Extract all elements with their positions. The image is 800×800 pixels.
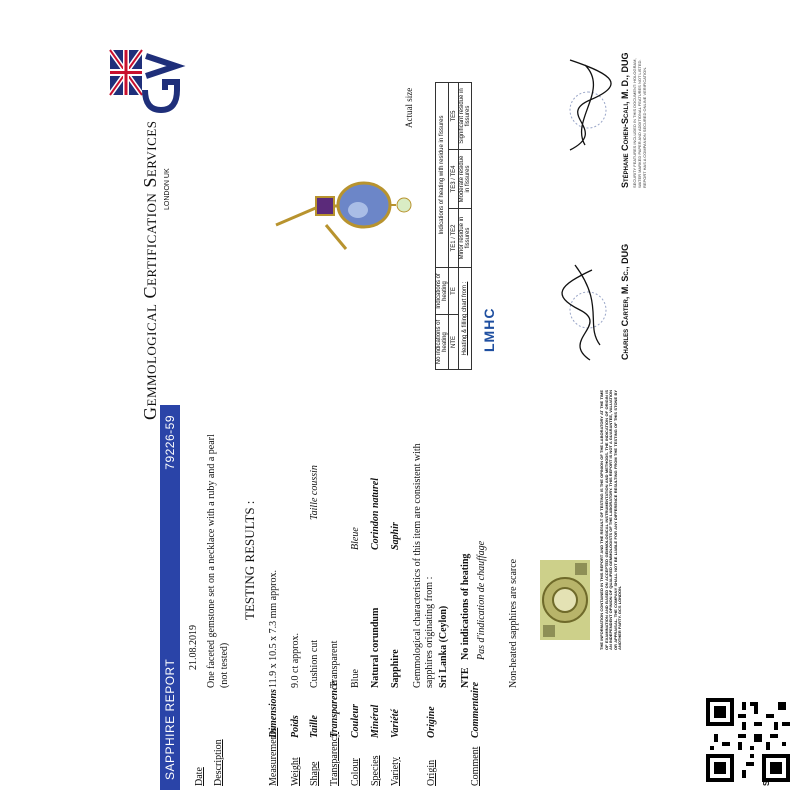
shape-fr: Taille — [309, 715, 320, 738]
colour-fr: Couleur — [350, 704, 361, 738]
origin-fr: Origine — [426, 706, 437, 738]
legend-header-nte: No indications of heating — [436, 315, 449, 370]
qr-code[interactable] — [706, 698, 790, 782]
shape-value: Cushion cut — [309, 639, 320, 688]
comment-fr: Commentaire — [470, 681, 481, 738]
colour-label: Colour — [350, 758, 361, 786]
legend-desc-minor: Minor residue in fissures — [459, 209, 472, 268]
signature-name-carter: Charles Carter, M. Sc., DUG — [620, 243, 630, 360]
signature-name-cohen-scali: Stéphane Cohen-Scali, M. D., DUG — [620, 52, 630, 188]
company-name: Gemmological Certification Services — [140, 120, 160, 420]
transparency-label: Transparency — [329, 731, 340, 786]
colour-value: Blue — [350, 669, 361, 688]
legend-desc-significant: Significant residue in fissures — [459, 83, 472, 150]
report-number: 79226-59 — [163, 415, 177, 470]
comment-note: Non-heated sapphires are scarce — [508, 558, 519, 688]
gcs-logo — [110, 50, 180, 120]
legend-header-residue: Indications of heating with residue in fissures — [436, 83, 449, 268]
origin-label: Origin — [426, 759, 437, 786]
date-value: 21.08.2019 — [188, 625, 199, 670]
description-value: One faceted gemstone set on a necklace with a ruby and a pearl (not tested) — [206, 434, 230, 688]
variety-value: Sapphire — [390, 649, 401, 688]
security-note: SECURITY FEATURES INCLUDED IN THIS DOCUMENT: HOLOGRAM, WATER MARKED PAPER AND ADDITIONAL FEATURES NOT LISTED. REPORT HAS A COMPANION SECURED ONLINE VERIFICATION. — [632, 58, 647, 188]
species-label: Species — [370, 755, 381, 786]
measurements-value: 11.9 x 10.5 x 7.3 mm approx. — [268, 570, 279, 688]
variety-value-fr: Saphir — [390, 522, 401, 550]
comment-value: No indications of heating — [460, 553, 471, 660]
legend-code-te34: TE3 / TE4 — [449, 150, 459, 209]
weight-value: 9.0 ct approx. — [290, 633, 301, 688]
weight-label: Weight — [290, 757, 301, 786]
legend-header-te: Indications of heating — [436, 268, 449, 315]
legend-desc-moderate: Moderate residue in fissures — [459, 150, 472, 209]
transparency-value: Transparent — [329, 640, 340, 688]
legend-code-nte: NTE — [449, 315, 459, 370]
report-banner — [160, 405, 180, 790]
comment-value-fr: Pas d'indication de chauffage — [476, 540, 487, 660]
comment-label: Comment — [470, 746, 481, 786]
transparency-fr: Transparence — [329, 681, 340, 738]
legend-chart-label: Heating & filling chart from : — [459, 268, 472, 370]
lmhc-logo: LMHC — [481, 307, 497, 352]
actual-size-label: Actual size — [404, 87, 414, 128]
species-value-fr: Corindon naturel — [370, 478, 381, 550]
fine-print: THE INFORMATION CONTAINED IN THIS REPORT AND THE RESULT OF TESTING IS THE OPINION OF THE LABORATORY AT THE TIME OF EXAMINATION AND BASED ON ACCEPTED GEMMOLOGICAL INSTRUMENTATION AND METHODS. THE INDICATION OF ORIGIN IS AN INDEPENDENT OPINION OF QUALIFIED GEMMOLOGISTS OF THE LABORATORY. THIS REPORT IS NOT A GUARANTEE, VALUATION OR APPRAISAL. THE COMPANY SHALL NOT BE LIABLE FOR ANY DIFFERENCE RESULTING FROM THE TESTING OF THIS STONE BY ANOTHER PARTY. GCS LONDON. — [599, 390, 623, 650]
testing-results-title: TESTING RESULTS : — [242, 500, 257, 620]
shape-label: Shape — [309, 761, 320, 786]
signature-carter — [550, 255, 620, 365]
legend-code-te12: TE1 / TE2 — [449, 209, 459, 268]
report-title: SAPPHIRE REPORT — [163, 658, 177, 780]
comment-code: NTE — [460, 667, 471, 688]
weight-fr: Poids — [290, 715, 301, 738]
gemstone-photo — [276, 145, 416, 255]
colour-value-fr: Bleue — [350, 527, 361, 550]
measurements-fr: Dimensions — [268, 689, 279, 738]
legend-code-te: TE — [449, 268, 459, 315]
date-label: Date — [194, 767, 205, 786]
description-label: Description — [213, 739, 224, 786]
heating-legend — [435, 82, 497, 370]
signature-cohen-scali — [550, 50, 620, 160]
species-fr: Minéral — [370, 704, 381, 738]
variety-fr: Variété — [390, 709, 401, 738]
company-location: LONDON UK — [164, 168, 171, 210]
hologram-seal — [540, 560, 590, 640]
measurements-label: Measurements — [268, 727, 279, 786]
variety-label: Variety — [390, 757, 401, 786]
origin-value: Sri Lanka (Ceylon) — [438, 605, 449, 688]
legend-code-te5: TE5 — [449, 83, 459, 150]
species-value: Natural corundum — [370, 607, 381, 688]
origin-text: Gemmological characteristics of this item are consistent with sapphires originating from : — [412, 443, 435, 688]
shape-value-fr: Taille coussin — [309, 465, 320, 520]
